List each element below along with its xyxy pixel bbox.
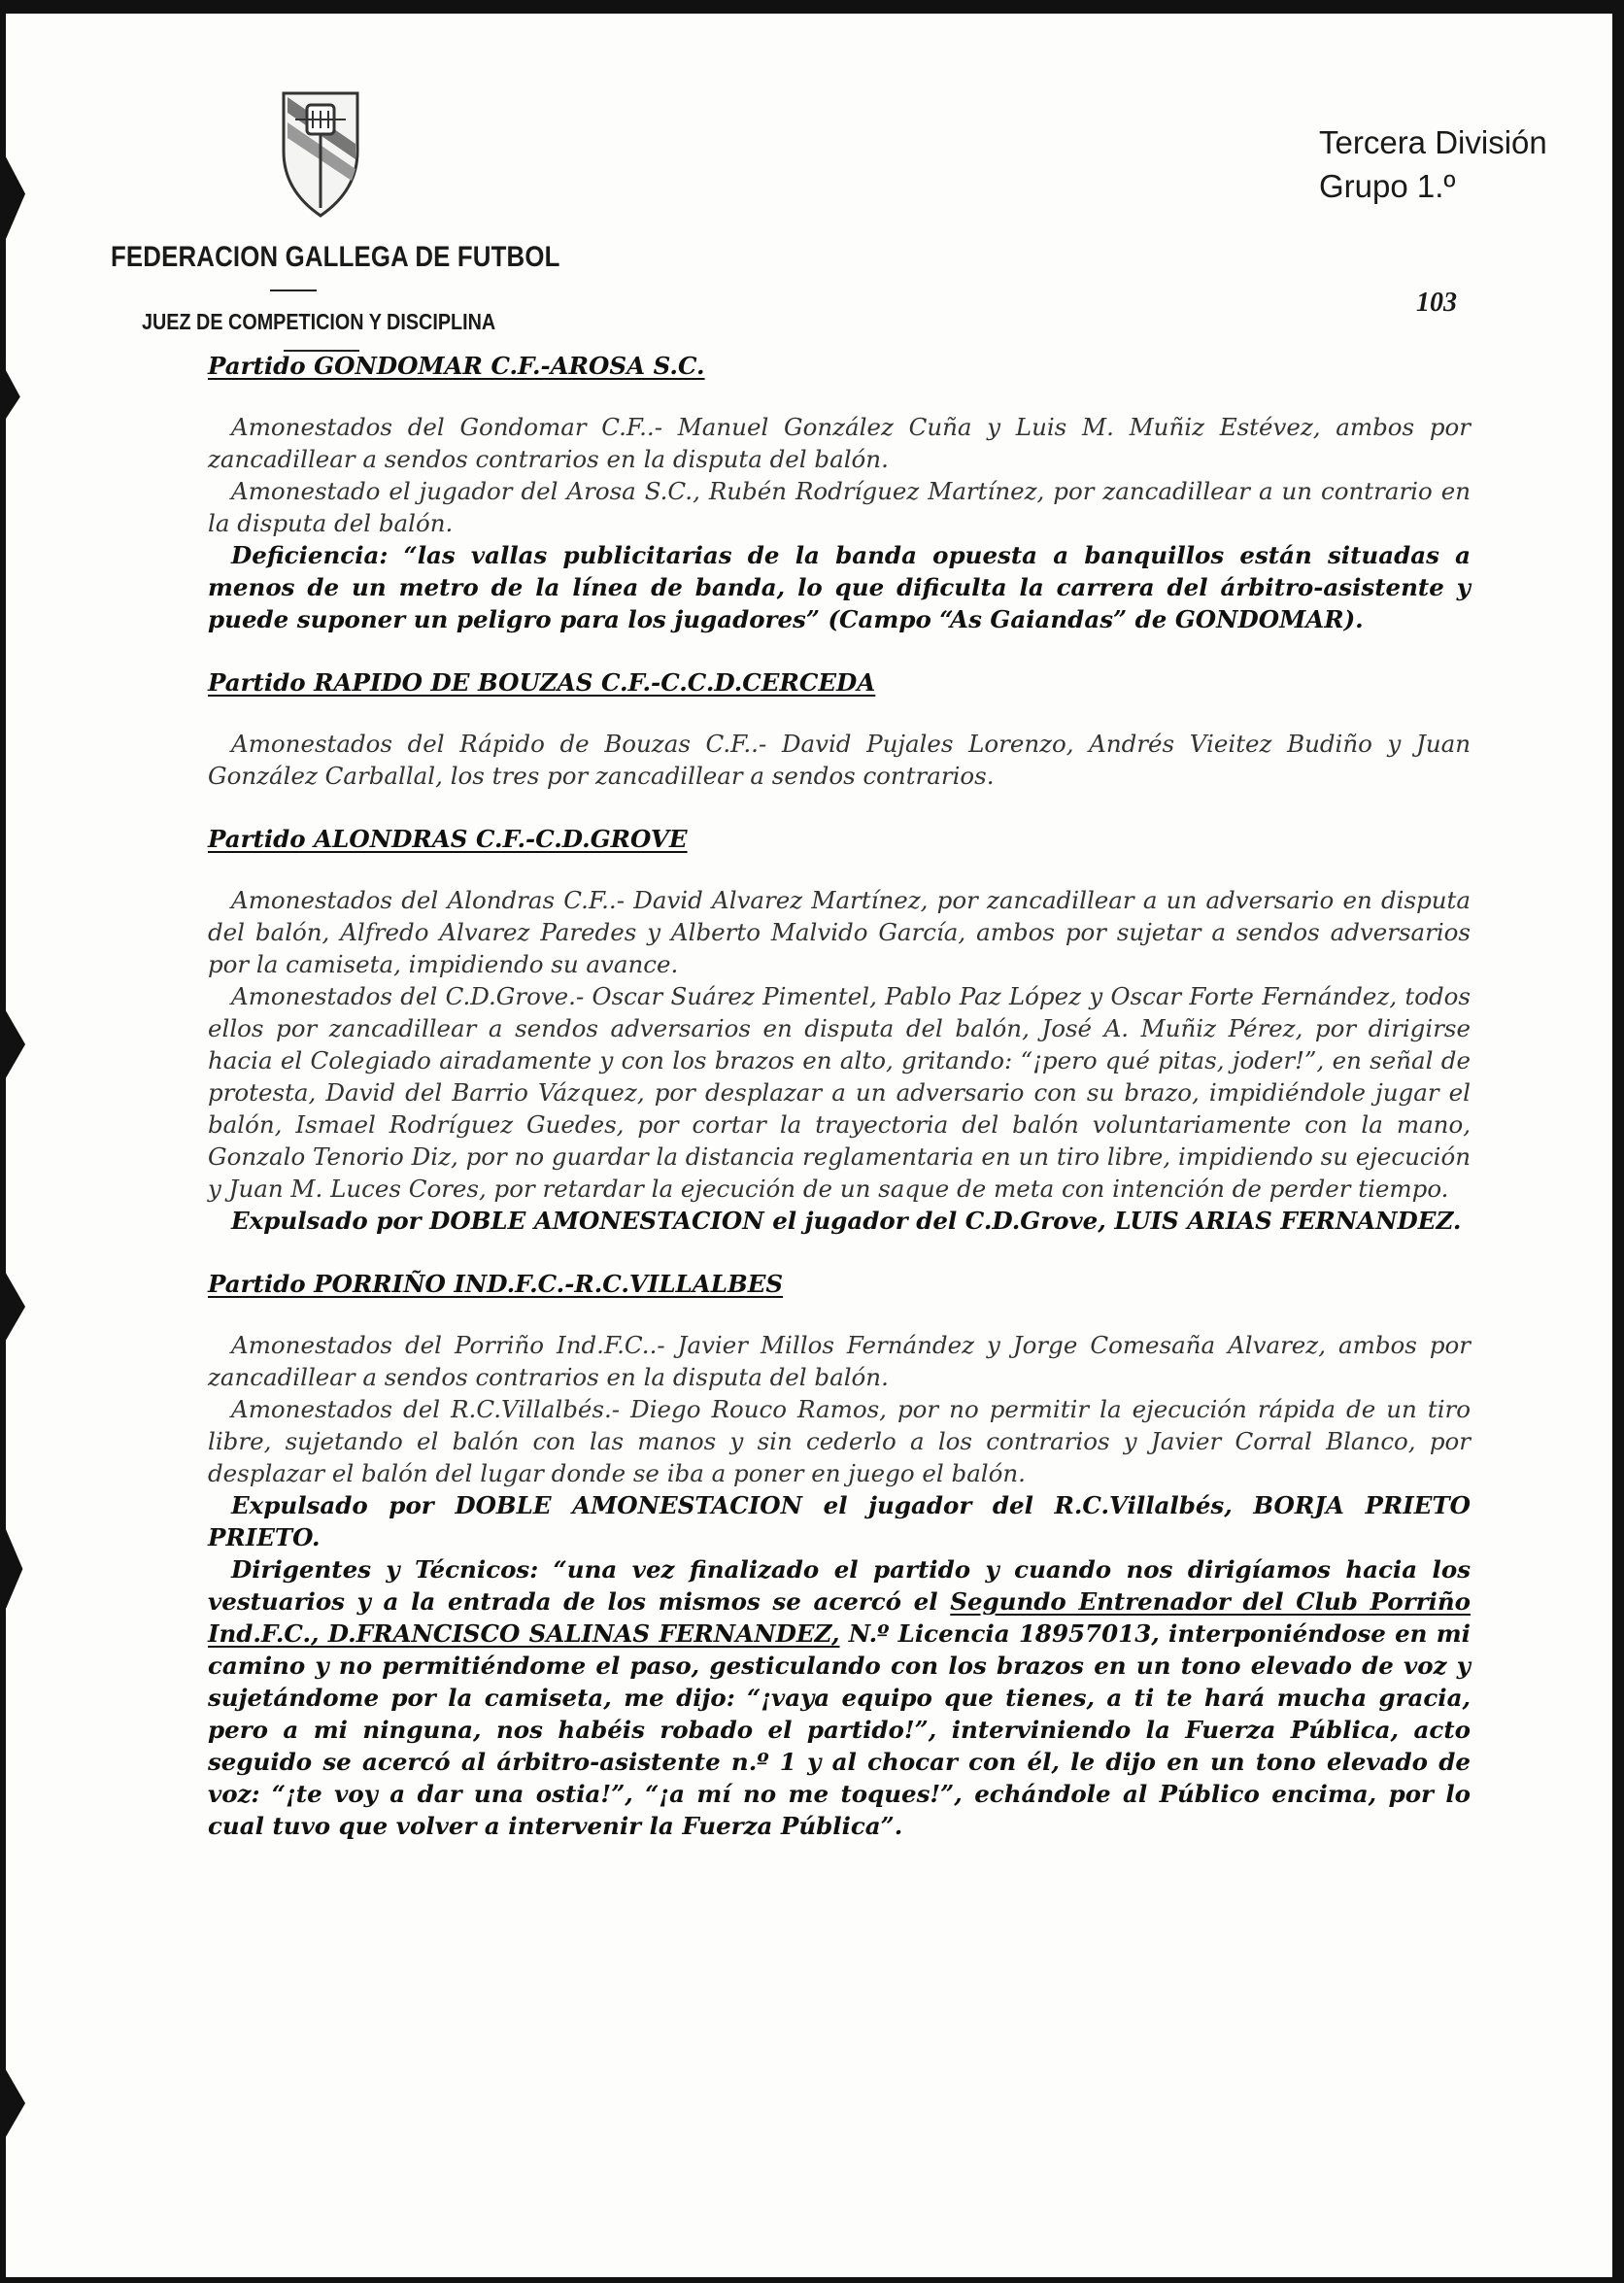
division-label: Tercera División [1319,124,1547,160]
underlined-text: Segundo Entrenador del Club Porriño Ind.F.C., D.FRANCISCO SALINAS FERNANDEZ, [208,1587,1471,1648]
group-label: Grupo 1.º [1319,168,1456,204]
document-body [208,350,1471,1842]
paragraph: Amonestados del Rápido de Bouzas C.F..- David Pujales Lorenzo, Andrés Vieitez Budiño y Juan González Carballal, los tres por zancadillear a sendos contrarios. [208,730,1471,790]
judge-title: JUEZ DE COMPETICION Y DISCIPLINA [142,309,496,334]
paragraph: Amonestados del Alondras C.F..- David Alvarez Martínez, por zancadillear a un adversario en disputa del balón, Alfredo Alvarez Paredes y Alberto Malvido García, ambos por sujetar a sendos adversarios por la camiseta, impidiendo su avance. [208,886,1471,978]
paragraph: Amonestados del Gondomar C.F..- Manuel González Cuña y Luis M. Muñiz Estévez, ambos por zancadillear a sendos contrarios en la disputa del balón. [208,413,1471,473]
paragraph: Amonestado el jugador del Arosa S.C., Rubén Rodríguez Martínez, por zancadillear a un contrario en la disputa del balón. [208,477,1471,537]
paragraph: Amonestados del R.C.Villalbés.- Diego Rouco Ramos, por no permitir la ejecución rápida de un tiro libre, sujetando el balón con las manos y sin cederlo a los contrarios y Javier Corral Blanco, por desplazar el balón del lugar donde se iba a poner en juego el balón. [208,1395,1471,1487]
match-title: Partido PORRIÑO IND.F.C.-R.C.VILLALBES [208,1270,784,1298]
match-title: Partido RAPIDO DE BOUZAS C.F.-C.C.D.CERCEDA [208,668,876,697]
text-run: Dirigentes y Técnicos: “una vez finalizado el partido y cuando nos dirigíamos hacia los vestuarios y a la entrada de los mismos se acercó el [208,1555,1471,1616]
match-title: Partido ALONDRAS C.F.-C.D.GROVE [208,825,688,853]
page-number: 103 [1416,288,1457,318]
paragraph: Amonestados del Porriño Ind.F.C..- Javier Millos Fernández y Jorge Comesaña Alvarez, ambos por zancadillear a sendos contrarios en la disputa del balón. [208,1331,1471,1391]
paragraph [208,1553,1471,1842]
division-block [1319,120,1547,208]
match-title: Partido GONDOMAR C.F.-AROSA S.C. [208,352,705,380]
divider [270,290,317,291]
federation-name: FEDERACION GALLEGA DE FUTBOL [111,241,560,273]
paragraph: Amonestados del C.D.Grove.- Oscar Suárez Pimentel, Pablo Paz López y Oscar Forte Fernández, todos ellos por zancadillear a sendos adversarios en disputa del balón, José A. Muñiz Pérez, por dirigirse hacia el Colegiado airadamente y con los brazos en alto, gritando: “¡pero qué pitas, joder!”, en señal de protesta, David del Barrio Vázquez, por desplazar a un adversario con su brazo, impidiéndole jugar el balón, Ismael Rodríguez Guedes, por cortar la trayectoria del balón voluntariamente con la mano, Gonzalo Tenorio Diz, por no guardar la distancia reglamentaria en un tiro libre, impidiendo su ejecución y Juan M. Luces Cores, por retardar la ejecución de un saque de meta con intención de perder tiempo. [208,982,1471,1203]
federation-shield-icon [278,84,363,220]
paragraph: Expulsado por DOBLE AMONESTACION el jugador del C.D.Grove, LUIS ARIAS FERNANDEZ. [231,1207,1462,1235]
paragraph: Expulsado por DOBLE AMONESTACION el jugador del R.C.Villalbés, BORJA PRIETO PRIETO. [208,1491,1471,1551]
text-run: N.º Licencia 18957013, interponiéndose en mi camino y no permitiéndome el paso, gesticulando con los brazos en un tono elevado de voz y sujetándome por la camiseta, me dijo: “¡vaya equipo que tienes, a ti te hará mucha gracia, pero a mi ninguna, nos habéis robado el partido!”, interviniendo la Fuerza Pública, acto seguido se acercó al árbitro-asistente n.º 1 y al chocar con él, le dijo en un tono elevado de voz: “¡te voy a dar una ostia!”, “¡a mí no me toques!”, echándole al Público encima, por lo cual tuvo que volver a intervenir la Fuerza Pública”. [208,1619,1471,1840]
paragraph: Deficiencia: “las vallas publicitarias de la banda opuesta a banquillos están situadas a menos de un metro de la línea de banda, lo que dificulta la carrera del árbitro-asistente y puede suponer un peligro para los jugadores” (Campo “As Gaiandas” de GONDOMAR). [208,541,1471,633]
